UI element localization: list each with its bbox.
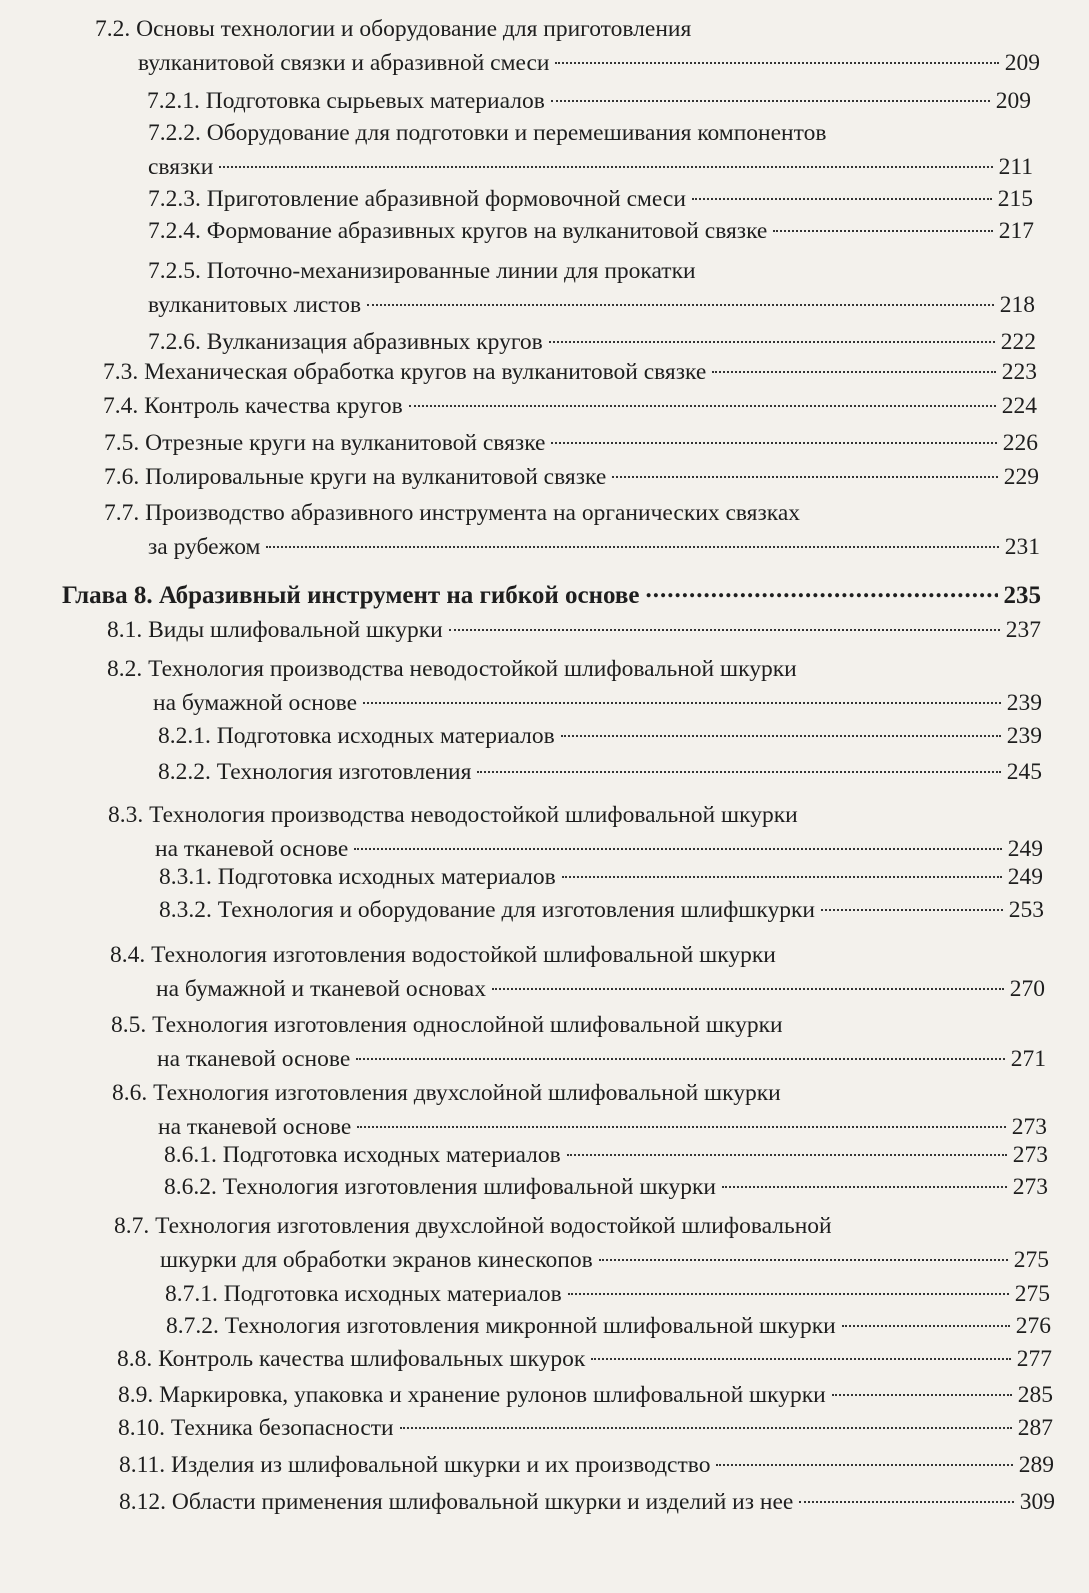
entry-title: 8.3.1. Подготовка исходных материалов xyxy=(159,864,556,890)
toc-entry xyxy=(104,460,1039,494)
page-number: 215 xyxy=(997,186,1033,212)
dot-leader xyxy=(549,341,995,343)
dot-leader xyxy=(409,405,996,407)
dot-leader xyxy=(599,1259,1008,1261)
page-number: 285 xyxy=(1017,1382,1053,1408)
dot-leader xyxy=(219,166,992,168)
entry-title: 8.6. Технология изготовления двухслойной шлифовальной шкурки xyxy=(112,1080,781,1106)
entry-title: 7.2.1. Подготовка сырьевых материалов xyxy=(147,88,545,114)
toc-entry xyxy=(119,1448,1054,1482)
dot-leader xyxy=(692,198,992,200)
entry-title: 8.1. Виды шлифовальной шкурки xyxy=(107,617,443,643)
toc-entry xyxy=(164,1170,1048,1204)
dot-leader xyxy=(567,1154,1007,1156)
page-number: 273 xyxy=(1012,1174,1048,1200)
toc-entry xyxy=(148,116,1033,184)
page-number: 273 xyxy=(1012,1142,1048,1168)
entry-title: 7.6. Полировальные круги на вулканитовой связке xyxy=(104,464,607,490)
page-number: 239 xyxy=(1006,690,1042,716)
entry-title: 8.2.1. Подготовка исходных материалов xyxy=(158,723,555,749)
page-number: 237 xyxy=(1005,617,1041,643)
page-number: 223 xyxy=(1001,359,1037,385)
entry-title: 8.5. Технология изготовления однослойной шлифовальной шкурки xyxy=(111,1012,783,1038)
dot-leader xyxy=(716,1464,1012,1466)
entry-title: 8.11. Изделия из шлифовальной шкурки и их производство xyxy=(119,1452,711,1478)
dot-leader xyxy=(363,702,1001,704)
entry-title: 8.3.2. Технология и оборудование для изготовления шлифшкурки xyxy=(159,897,815,923)
page-number: 275 xyxy=(1014,1281,1050,1307)
page-number: 271 xyxy=(1010,1046,1046,1072)
page-number: 270 xyxy=(1009,976,1045,1002)
toc-entry xyxy=(118,1378,1053,1412)
entry-title: вулканитовых листов xyxy=(148,292,362,318)
toc-entry xyxy=(148,182,1033,216)
toc-entry xyxy=(103,355,1037,389)
entry-title: 7.2.2. Оборудование для подготовки и перемешивания компонентов xyxy=(148,120,827,146)
dot-leader xyxy=(551,442,996,444)
dot-leader xyxy=(357,1126,1005,1128)
dot-leader xyxy=(832,1394,1012,1396)
entry-title: 7.2.5. Поточно-механизированные линии для прокатки xyxy=(148,258,696,284)
dot-leader xyxy=(722,1186,1007,1188)
dot-leader xyxy=(712,371,995,373)
entry-title: 7.2. Основы технологии и оборудование для приготовления xyxy=(95,16,692,42)
dot-leader xyxy=(591,1358,1010,1360)
dot-leader xyxy=(646,573,998,607)
page-number: 209 xyxy=(995,88,1031,114)
entry-title: 8.3. Технология производства неводостойкой шлифовальной шкурки xyxy=(108,802,798,828)
entry-title: на бумажной и тканевой основах xyxy=(156,976,486,1002)
entry-title: 8.7.2. Технология изготовления микронной шлифовальной шкурки xyxy=(166,1313,836,1339)
entry-title: 8.10. Техника безопасности xyxy=(118,1415,394,1441)
page-number: 235 xyxy=(1003,582,1041,609)
entry-title: связки xyxy=(148,154,214,180)
toc-entry xyxy=(148,325,1036,359)
dot-leader xyxy=(356,1058,1004,1060)
page-number: 222 xyxy=(1000,329,1036,355)
dot-leader xyxy=(821,909,1003,911)
dot-leader xyxy=(842,1325,1010,1327)
entry-title: на тканевой основе xyxy=(157,1046,351,1072)
page-number: 245 xyxy=(1006,759,1042,785)
page-number: 253 xyxy=(1008,897,1044,923)
page-number: 249 xyxy=(1007,864,1043,890)
chapter-heading xyxy=(62,579,1041,613)
entry-title: 8.7. Технология изготовления двухслойной водостойкой шлифовальной xyxy=(114,1213,832,1239)
toc-entry xyxy=(166,1309,1051,1343)
dot-leader xyxy=(555,62,998,64)
dot-leader xyxy=(551,100,990,102)
chapter-title: Глава 8. Абразивный инструмент на гибкой основе xyxy=(62,582,640,609)
entry-title: 8.6.1. Подготовка исходных материалов xyxy=(164,1142,561,1168)
entry-title: 7.3. Механическая обработка кругов на вулканитовой связке xyxy=(103,359,707,385)
entry-title: 7.2.3. Приготовление абразивной формовочной смеси xyxy=(148,186,686,212)
entry-title: 8.7.1. Подготовка исходных материалов xyxy=(165,1281,562,1307)
toc-entry xyxy=(112,1076,1047,1144)
toc-entry xyxy=(103,389,1037,423)
entry-title: 8.4. Технология изготовления водостойкой шлифовальной шкурки xyxy=(110,942,776,968)
entry-title: 8.9. Маркировка, упаковка и хранение рулонов шлифовальной шкурки xyxy=(118,1382,826,1408)
entry-title: 8.2. Технология производства неводостойкой шлифовальной шкурки xyxy=(107,656,797,682)
dot-leader xyxy=(449,629,1000,631)
toc-entry xyxy=(95,12,1040,80)
dot-leader xyxy=(400,1427,1012,1429)
entry-title: 7.5. Отрезные круги на вулканитовой связке xyxy=(104,430,546,456)
toc-entry xyxy=(164,1138,1048,1172)
page-number: 276 xyxy=(1015,1313,1051,1339)
dot-leader xyxy=(477,771,1000,773)
dot-leader xyxy=(492,988,1004,990)
toc-entry xyxy=(148,254,1035,322)
toc-entry xyxy=(147,84,1031,118)
page-number: 287 xyxy=(1017,1415,1053,1441)
page-number: 289 xyxy=(1018,1452,1054,1478)
entry-title: на тканевой основе xyxy=(155,836,349,862)
entry-title: 7.2.6. Вулканизация абразивных кругов xyxy=(148,329,543,355)
toc-entry xyxy=(104,426,1038,460)
entry-title: 7.4. Контроль качества кругов xyxy=(103,393,403,419)
page-number: 226 xyxy=(1002,430,1038,456)
toc-entry xyxy=(114,1209,1049,1277)
entry-title: 8.12. Области применения шлифовальной шкурки и изделий из нее xyxy=(119,1489,794,1515)
toc-entry xyxy=(159,893,1044,927)
toc-entry xyxy=(148,214,1034,248)
entry-title: 7.7. Производство абразивного инструмента на органических связках xyxy=(104,500,801,526)
entry-title: 8.8. Контроль качества шлифовальных шкурок xyxy=(117,1346,586,1372)
toc-entry xyxy=(117,1342,1052,1376)
dot-leader xyxy=(266,546,998,548)
page-number: 239 xyxy=(1006,723,1042,749)
toc-entry xyxy=(110,938,1045,1006)
entry-title: 7.2.4. Формование абразивных кругов на вулканитовой связке xyxy=(148,218,768,244)
entry-title: на бумажной основе xyxy=(153,690,358,716)
entry-title: на тканевой основе xyxy=(158,1114,352,1140)
page-number: 309 xyxy=(1019,1489,1055,1515)
page-number: 277 xyxy=(1016,1346,1052,1372)
page-number: 211 xyxy=(998,154,1033,180)
toc-entry xyxy=(107,652,1042,720)
page-number: 224 xyxy=(1001,393,1037,419)
toc-entry xyxy=(107,613,1041,647)
dot-leader xyxy=(568,1293,1009,1295)
page-number: 209 xyxy=(1004,50,1040,76)
toc-entry xyxy=(165,1277,1050,1311)
toc-entry xyxy=(158,755,1042,789)
dot-leader xyxy=(562,876,1002,878)
page-number: 249 xyxy=(1007,836,1043,862)
toc-entry xyxy=(158,719,1042,753)
toc-entry xyxy=(118,1411,1053,1445)
page-number: 218 xyxy=(999,292,1035,318)
page-number: 217 xyxy=(998,218,1034,244)
page-number: 275 xyxy=(1013,1247,1049,1273)
dot-leader xyxy=(612,476,997,478)
entry-title: вулканитовой связки и абразивной смеси xyxy=(138,50,550,76)
dot-leader xyxy=(773,230,992,232)
entry-title: 8.6.2. Технология изготовления шлифовальной шкурки xyxy=(164,1174,717,1200)
toc-entry xyxy=(111,1008,1046,1076)
page-number: 229 xyxy=(1003,464,1039,490)
page-number: 273 xyxy=(1011,1114,1047,1140)
dot-leader xyxy=(561,735,1001,737)
dot-leader xyxy=(367,304,994,306)
toc-entry xyxy=(159,860,1043,894)
toc-entry xyxy=(119,1485,1055,1519)
dot-leader xyxy=(354,848,1001,850)
dot-leader xyxy=(799,1501,1013,1503)
entry-title: 8.2.2. Технология изготовления xyxy=(158,759,472,785)
entry-title: шкурки для обработки экранов кинескопов xyxy=(160,1247,593,1273)
toc-entry xyxy=(108,798,1043,866)
entry-title: за рубежом xyxy=(148,534,261,560)
toc-entry xyxy=(104,496,1040,564)
page-number: 231 xyxy=(1004,534,1040,560)
